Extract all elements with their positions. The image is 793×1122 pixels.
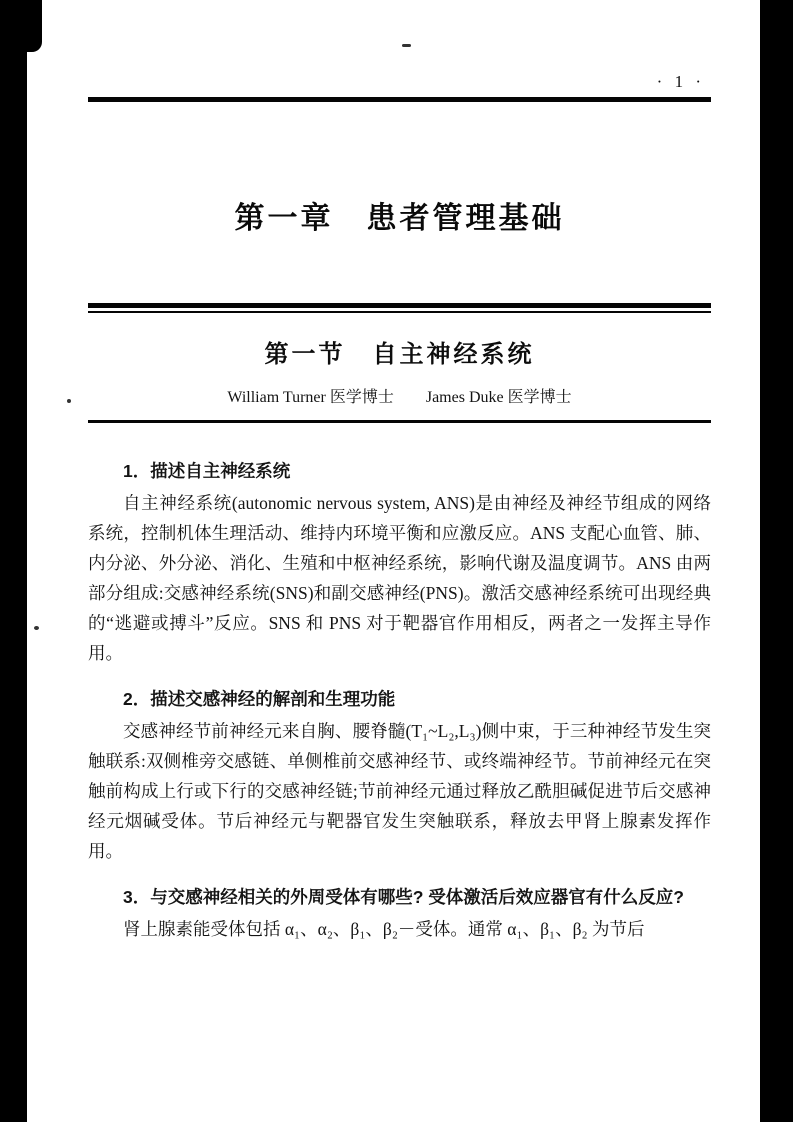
scan-corner-blob bbox=[0, 0, 42, 52]
authors-line: William Turner 医学博士 James Duke 医学博士 bbox=[227, 389, 572, 406]
scan-edge-right bbox=[760, 0, 793, 1122]
byline-rule bbox=[88, 420, 711, 423]
body-text bbox=[88, 456, 711, 944]
scan-speck bbox=[67, 399, 71, 403]
chapter-divider-rule bbox=[88, 303, 711, 313]
scan-edge-left bbox=[0, 0, 27, 1122]
question-1-body: 自主神经系统(autonomic nervous system, ANS)是由神经及神经节组成的网络系统，控制机体生理活动、维持内环境平衡和应激反应。ANS 支配心血管、肺、内分泌、外分泌、消化、生殖和中枢神经系统，影响代谢及温度调节。ANS 由两部分组成:交感神经系统(SNS)和副交感神经(PNS)。激活交感神经系统可出现经典的“逃避或搏斗”反应。SNS 和 PNS 对于靶器官作用相反，两者之一发挥主导作用。 bbox=[88, 493, 711, 663]
section-title: 第一节 自主神经系统 bbox=[264, 342, 535, 368]
chapter-title: 第一章 患者管理基础 bbox=[234, 202, 565, 235]
header-rule bbox=[88, 97, 711, 102]
question-2-body: 交感神经节前神经元来自胸、腰脊髓(T₁~L₂,L₃)侧中束，于三种神经节发生突触联系:双侧椎旁交感链、单侧椎前交感神经节、或终端神经节。节前神经元在突触前构成上行或下行的交感神经链;节前神经元通过释放乙酰胆碱促进节后交感神经元烟碱受体。节后神经元与靶器官发生突触联系，释放去甲肾上腺素发挥作用。 bbox=[88, 721, 711, 861]
question-3-body: 肾上腺素能受体包括 α₁、α₂、β₁、β₂－受体。通常 α₁、β₁、β₂ 为节后 bbox=[123, 919, 645, 939]
question-2-heading: 2．描述交感神经的解剖和生理功能 bbox=[123, 689, 396, 709]
page-content bbox=[88, 0, 711, 1122]
question-3-heading: 3．与交感神经相关的外周受体有哪些? 受体激活后效应器官有什么反应? bbox=[123, 887, 684, 907]
page-number: · 1 · bbox=[656, 72, 705, 91]
question-1-heading: 1．描述自主神经系统 bbox=[123, 461, 291, 481]
scan-speck bbox=[34, 626, 39, 630]
